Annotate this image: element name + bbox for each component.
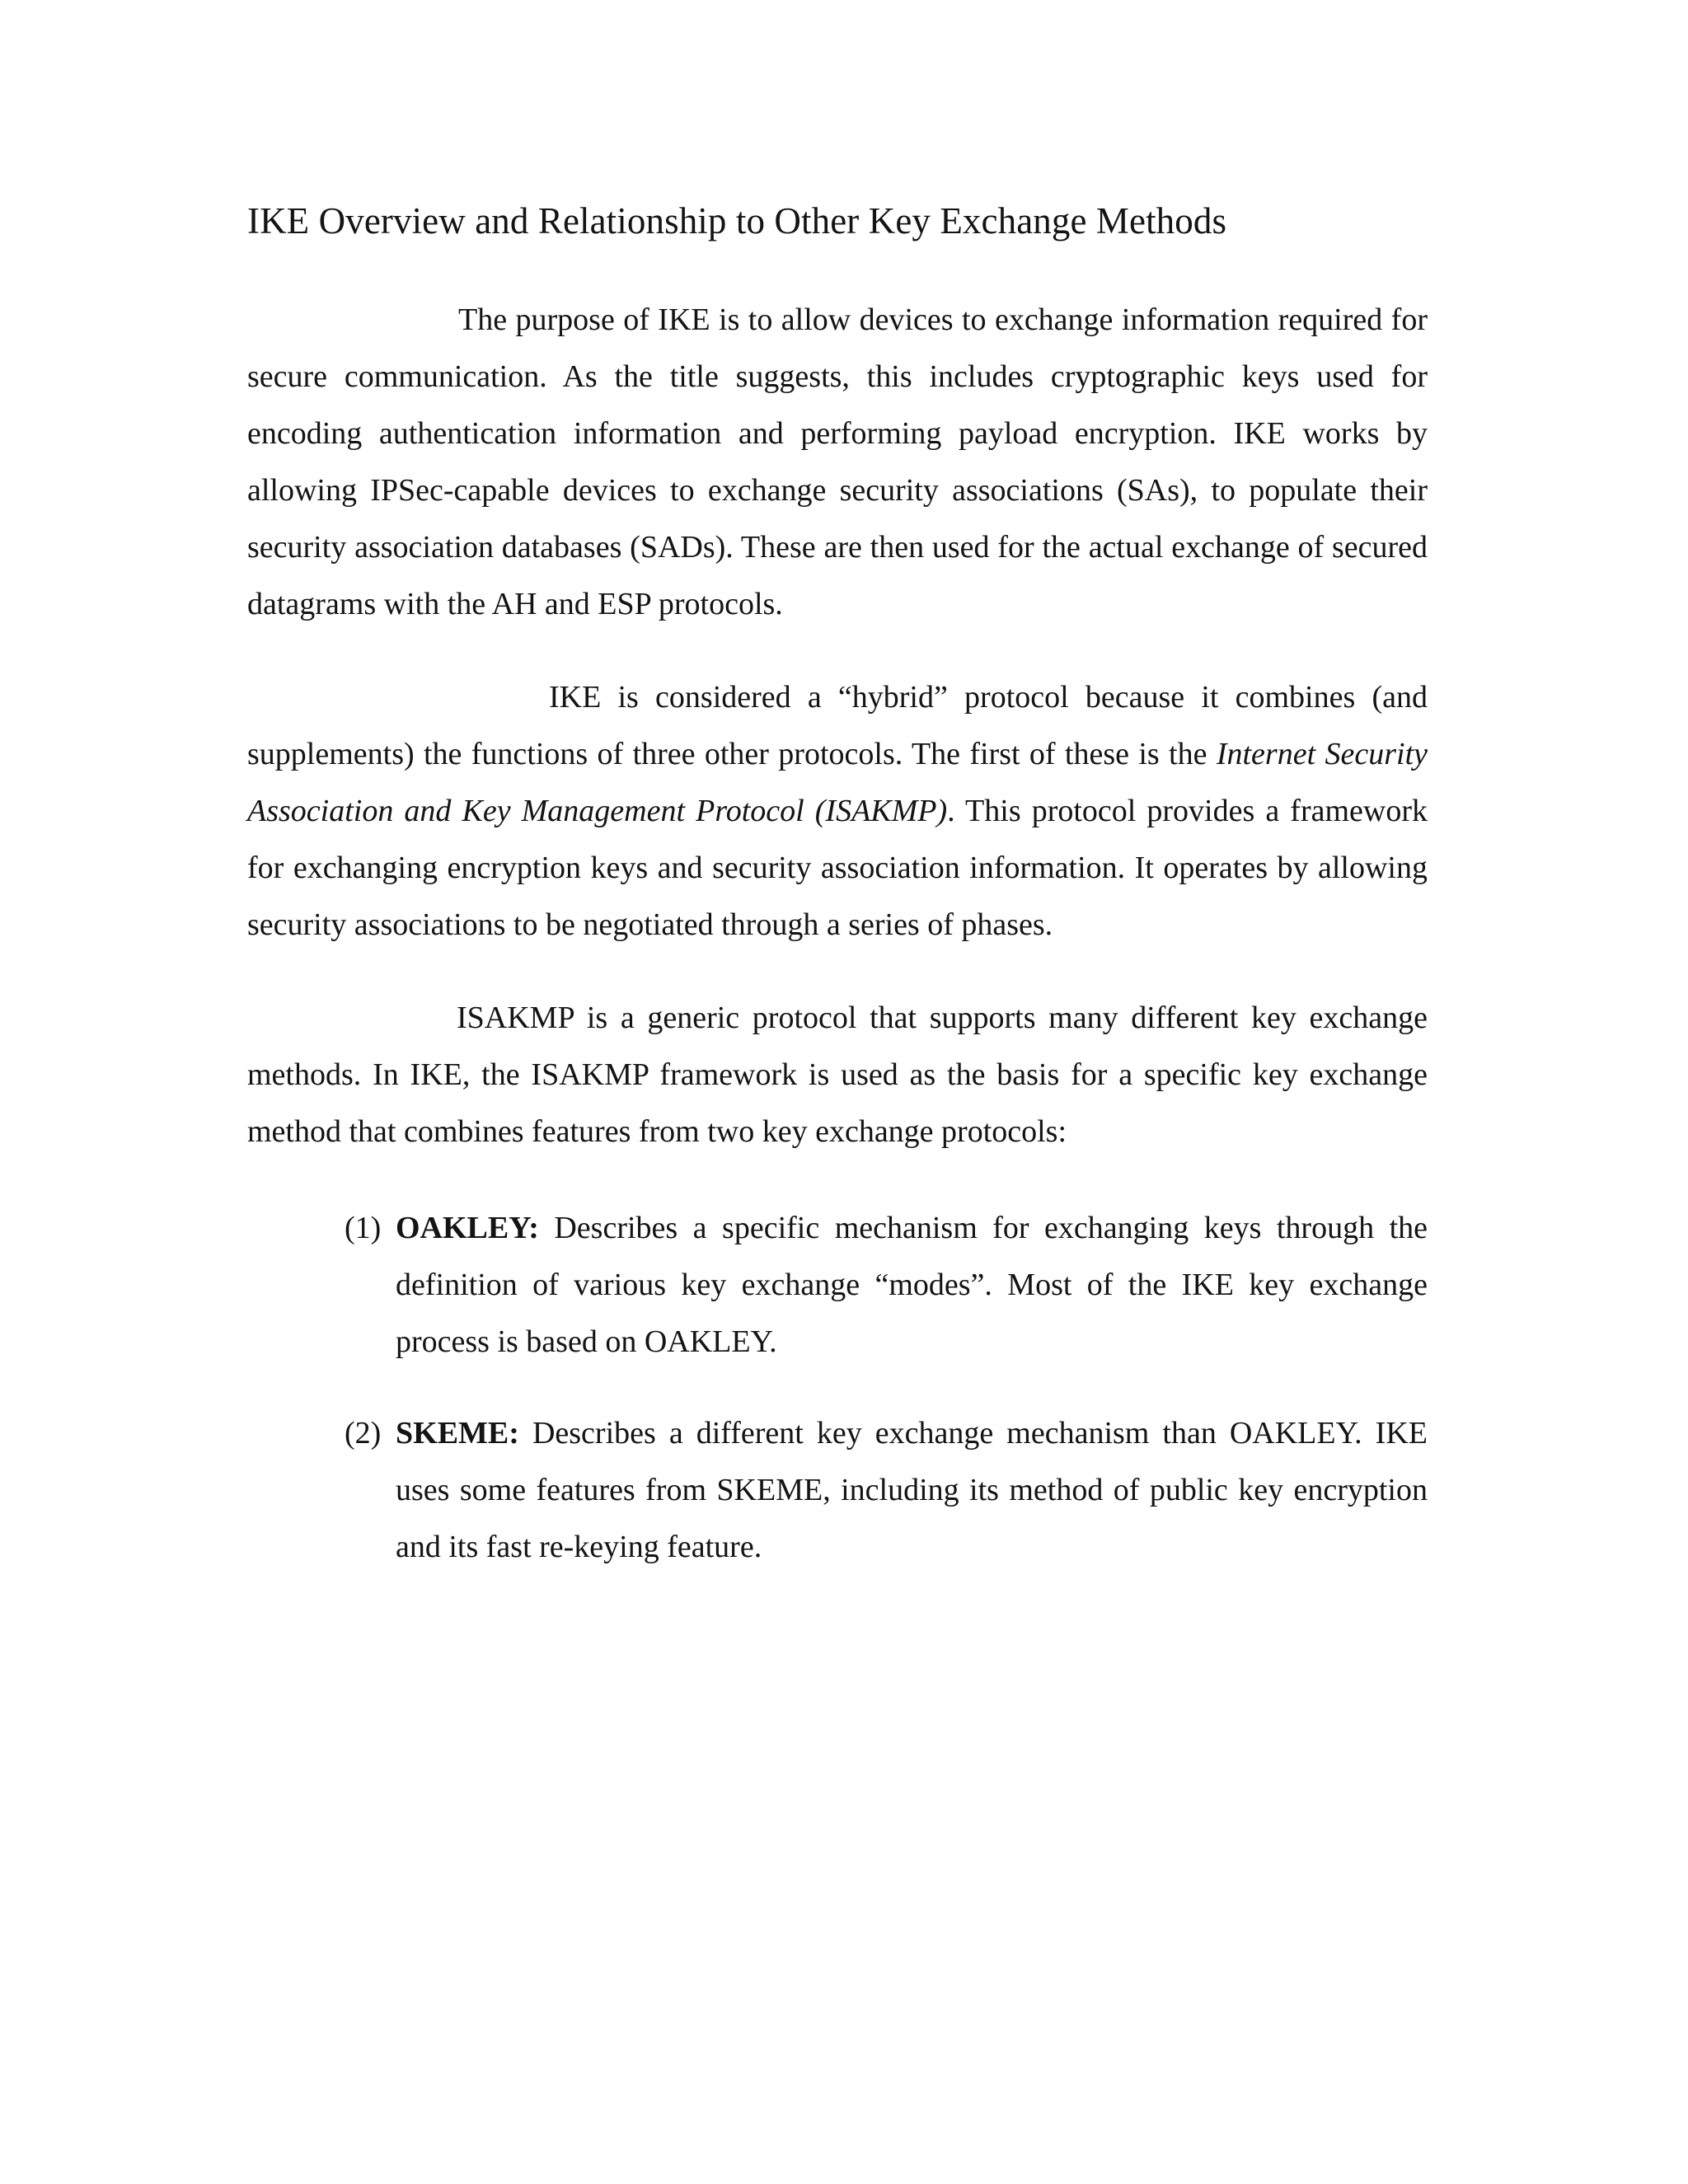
paragraph-text: The purpose of IKE is to allow devices to exchange information required for secure communication. As the title suggests, this includes cryptographic keys used for encoding authentication information and performing payload encryption. IKE works by allowing IPSec-capable devices to exchange security associations (SAs), to populate their security association databases (SADs). These are then used for the actual exchange of secured datagrams with the AH and ESP protocols.: [247, 302, 1428, 621]
list-item-oakley: [345, 1200, 1428, 1371]
list-item-skeme: [345, 1405, 1428, 1576]
paragraph-isakmp-generic: [247, 990, 1428, 1160]
paragraph-text: . This protocol provides a framework for exchanging encryption keys and security association information. It operates by allowing security associations to be negotiated through a series of phases.: [247, 794, 1428, 942]
paragraph-ike-purpose: [247, 292, 1428, 633]
isakmp-full-name: Internet Security Association and Key Management Protocol (ISAKMP): [247, 737, 1428, 828]
list-item-text: Describes a different key exchange mechanism than OAKLEY. IKE uses some features from SKEME, including its method of public key encryption and its fast re-keying feature.: [396, 1416, 1428, 1564]
list-item-text: Describes a specific mechanism for exchanging keys through the definition of various key exchange “modes”. Most of the IKE key exchange process is based on OAKLEY.: [396, 1211, 1428, 1359]
paragraph-text: ISAKMP is a generic protocol that supports many different key exchange methods. In IKE, the ISAKMP framework is used as the basis for a specific key exchange method that combines features from two key exchange protocols:: [247, 1001, 1428, 1149]
list-item-number: (2): [345, 1416, 382, 1451]
list-item-term: OAKLEY:: [396, 1211, 539, 1245]
list-item-number: (1): [345, 1211, 382, 1245]
paragraph-text: IKE is considered a “hybrid” protocol because it combines (and supplements) the functions of three other protocols. The first of these is the: [247, 680, 1428, 771]
document-body: [247, 198, 1428, 1610]
paragraph-ike-hybrid: [247, 669, 1428, 954]
list-item-term: SKEME:: [396, 1416, 519, 1451]
page-title: IKE Overview and Relationship to Other Key Exchange Methods: [247, 200, 1227, 241]
key-exchange-protocol-list: [247, 1200, 1428, 1576]
